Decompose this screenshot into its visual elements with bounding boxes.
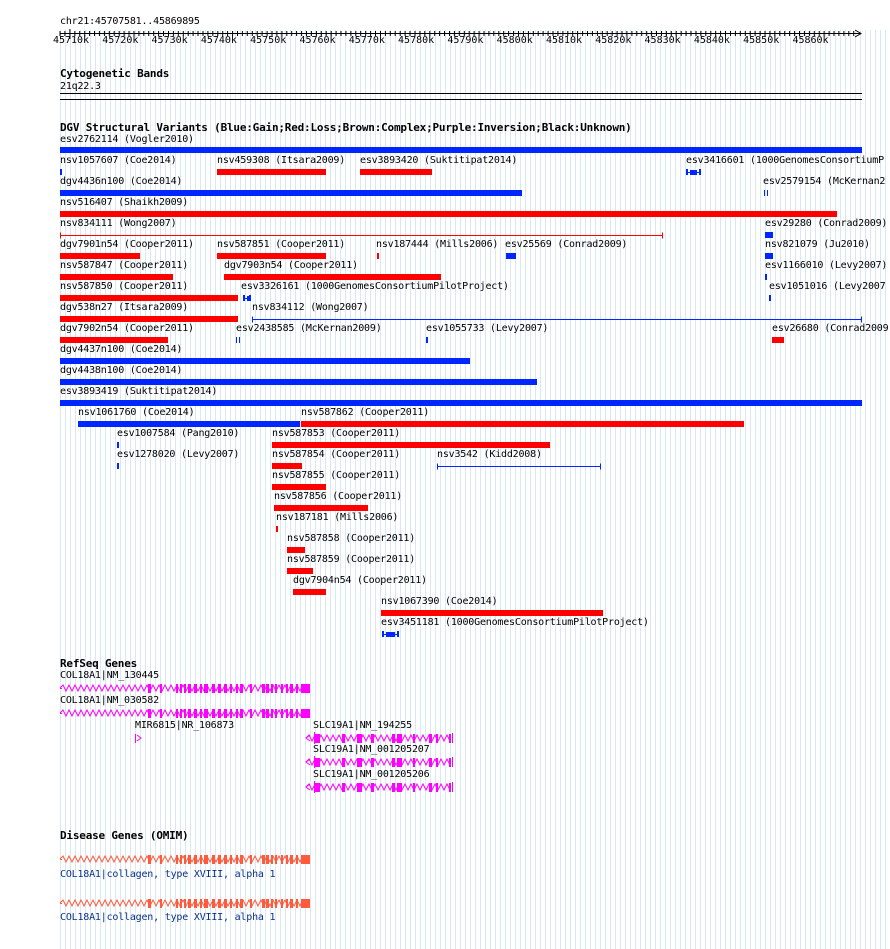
ruler-tick-label: 45730k: [151, 35, 188, 46]
dgv-feature-label[interactable]: nsv587854 (Cooper2011): [272, 449, 401, 460]
dgv-feature-label[interactable]: nsv187444 (Mills2006): [376, 239, 499, 250]
dgv-feature-label[interactable]: nsv587847 (Cooper2011): [60, 260, 189, 271]
refseq-gene-label[interactable]: SLC19A1|NM_194255: [313, 720, 412, 731]
refseq-gene-label[interactable]: MIR6815|NR_106873: [135, 720, 234, 731]
dgv-feature-label[interactable]: nsv587859 (Cooper2011): [287, 554, 416, 565]
dgv-feature-label[interactable]: esv1051016 (Levy2007: [769, 281, 886, 292]
dgv-feature-label[interactable]: esv2762114 (Vogler2010): [60, 134, 194, 145]
dgv-feature-label[interactable]: esv2438585 (McKernan2009): [236, 323, 382, 334]
dgv-feature-label[interactable]: esv26680 (Conrad2009: [772, 323, 889, 334]
ruler-tick-label: 45820k: [595, 35, 632, 46]
ruler-tick-label: 45780k: [398, 35, 435, 46]
dgv-feature-label[interactable]: esv25569 (Conrad2009): [505, 239, 628, 250]
omim-gene-model[interactable]: [60, 855, 310, 864]
dgv-feature-label[interactable]: nsv834112 (Wong2007): [252, 302, 369, 313]
ruler-tick-label: 45750k: [250, 35, 287, 46]
ruler-tick-label: 45790k: [447, 35, 484, 46]
dgv-feature-label[interactable]: nsv587850 (Cooper2011): [60, 281, 189, 292]
ruler-tick-label: 45710k: [52, 35, 90, 46]
dgv-feature-label[interactable]: esv2579154 (McKernan2: [763, 176, 886, 187]
dgv-feature-label[interactable]: dgv4438n100 (Coe2014): [60, 365, 183, 376]
dgv-feature-label[interactable]: nsv587853 (Cooper2011): [272, 428, 401, 439]
ruler-tick-label: 45840k: [693, 35, 730, 46]
ruler-tick-label: 45800k: [496, 35, 533, 46]
dgv-track-title[interactable]: DGV Structural Variants (Blue:Gain;Red:Loss;Brown:Complex;Purple:Inversion;Black:Unknown): [60, 121, 632, 134]
ruler-tick-label: 45770k: [348, 35, 385, 46]
dgv-feature-label[interactable]: esv1007584 (Pang2010): [117, 428, 240, 439]
dgv-feature-label[interactable]: nsv821079 (Ju2010): [765, 239, 870, 250]
refseq-track-title[interactable]: RefSeq Genes: [60, 657, 138, 670]
dgv-feature-label[interactable]: dgv7901n54 (Cooper2011): [60, 239, 194, 250]
ruler-tick-label: 45720k: [102, 35, 139, 46]
dgv-feature-label[interactable]: nsv587851 (Cooper2011): [217, 239, 346, 250]
dgv-feature-label[interactable]: nsv1061760 (Coe2014): [78, 407, 195, 418]
dgv-feature-label[interactable]: nsv516407 (Shaikh2009): [60, 197, 189, 208]
ruler-tick-label: 45860k: [792, 35, 829, 46]
dgv-feature-label[interactable]: dgv538n27 (Itsara2009): [60, 302, 189, 313]
dgv-feature-label[interactable]: esv3416601 (1000GenomesConsortiumP: [686, 155, 884, 166]
dgv-feature-label[interactable]: nsv1067390 (Coe2014): [381, 596, 498, 607]
dgv-feature-label[interactable]: nsv587856 (Cooper2011): [274, 491, 403, 502]
cytoband-track-title[interactable]: Cytogenetic Bands: [60, 67, 170, 80]
dgv-feature-label[interactable]: esv1055733 (Levy2007): [426, 323, 549, 334]
dgv-feature-label[interactable]: nsv187181 (Mills2006): [276, 512, 399, 523]
dgv-feature-label[interactable]: dgv4436n100 (Coe2014): [60, 176, 183, 187]
ruler-tick-label: 45850k: [743, 35, 780, 46]
refseq-gene-label[interactable]: SLC19A1|NM_001205206: [313, 769, 430, 780]
ruler-tick-label: 45810k: [545, 35, 583, 46]
dgv-feature-label[interactable]: dgv4437n100 (Coe2014): [60, 344, 183, 355]
dgv-feature-label[interactable]: esv1166010 (Levy2007): [765, 260, 888, 271]
refseq-gene-label[interactable]: COL18A1|NM_030582: [60, 695, 159, 706]
omim-gene-model[interactable]: [60, 899, 310, 908]
dgv-feature-label[interactable]: nsv587862 (Cooper2011): [301, 407, 430, 418]
dgv-feature-label[interactable]: dgv7902n54 (Cooper2011): [60, 323, 194, 334]
dgv-feature-label[interactable]: esv3326161 (1000GenomesConsortiumPilotProject): [241, 281, 509, 292]
refseq-gene-label[interactable]: SLC19A1|NM_001205207: [313, 744, 430, 755]
dgv-feature-label[interactable]: nsv834111 (Wong2007): [60, 218, 177, 229]
dgv-feature-label[interactable]: nsv3542 (Kidd2008): [437, 449, 542, 460]
dgv-feature-label[interactable]: dgv7904n54 (Cooper2011): [293, 575, 427, 586]
ruler-tick-label: 45760k: [299, 35, 336, 46]
dgv-feature-label[interactable]: esv3893419 (Suktitipat2014): [60, 386, 218, 397]
refseq-gene-label[interactable]: COL18A1|NM_130445: [60, 670, 159, 681]
ruler-tick-label: 45830k: [644, 35, 681, 46]
dgv-feature-label[interactable]: nsv587858 (Cooper2011): [287, 533, 416, 544]
dgv-feature-label[interactable]: nsv1057607 (Coe2014): [60, 155, 177, 166]
dgv-feature-label[interactable]: nsv459308 (Itsara2009): [217, 155, 346, 166]
dgv-feature-label[interactable]: esv3451181 (1000GenomesConsortiumPilotProject): [381, 617, 649, 628]
ruler-tick-label: 45740k: [200, 35, 237, 46]
omim-track-title[interactable]: Disease Genes (OMIM): [60, 829, 189, 842]
dgv-feature-label[interactable]: esv1278020 (Levy2007): [117, 449, 240, 460]
dgv-feature-label[interactable]: dgv7903n54 (Cooper2011): [224, 260, 358, 271]
locus-label: chr21:45707581..45869895: [60, 16, 200, 27]
cytoband-label: 21q22.3: [60, 81, 101, 92]
omim-gene-label[interactable]: COL18A1|collagen, type XVIII, alpha 1: [60, 912, 276, 923]
dgv-feature-label[interactable]: esv3893420 (Suktitipat2014): [360, 155, 518, 166]
dgv-feature-label[interactable]: nsv587855 (Cooper2011): [272, 470, 401, 481]
omim-gene-label[interactable]: COL18A1|collagen, type XVIII, alpha 1: [60, 869, 276, 880]
dgv-feature-label[interactable]: esv29280 (Conrad2009): [765, 218, 888, 229]
